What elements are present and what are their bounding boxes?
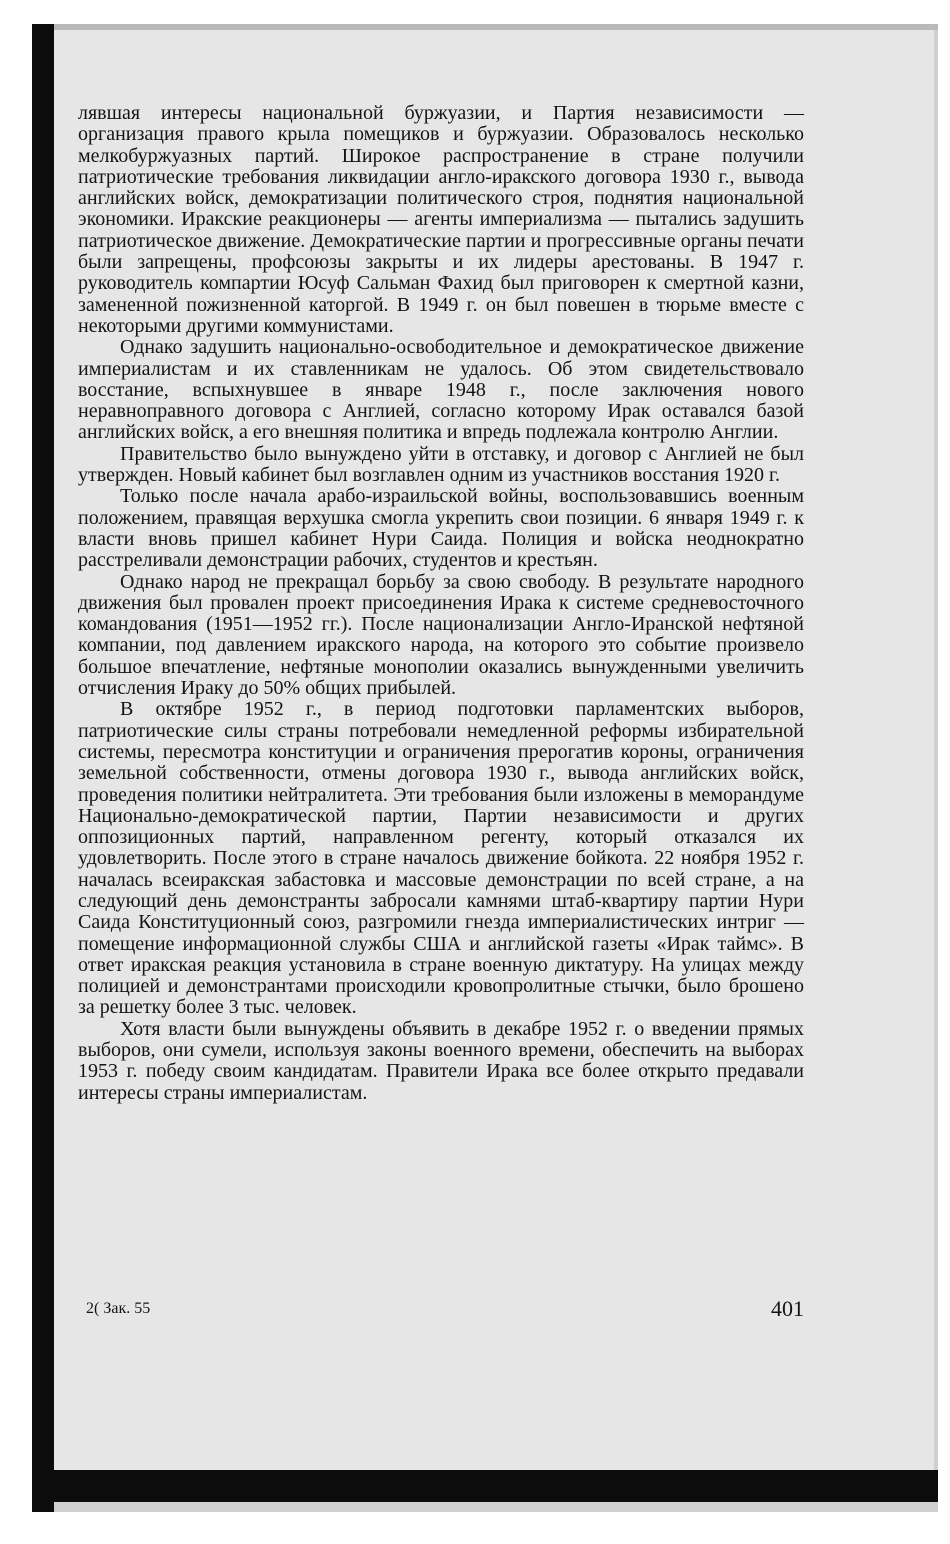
left-binding-shadow (32, 24, 54, 1512)
paragraph-5: Однако народ не прекращал борьбу за свою свободу. В результате народного движения был провален проект присоединения Ирака к системе средневосточного командования (1951—1952 гг.). После национализации Англо-Иранской нефтяной компании, под давлением иракского народа, на которого это событие произвело большое впечатление, нефтяные монополии оказались вынужденными увеличить отчисления Ираку до 50% общих прибылей. (78, 570, 804, 700)
paragraph-1: лявшая интересы национальной буржуазии, и Партия независимости — организация правого крыла помещиков и буржуазии. Образовалось несколько мелкобуржуазных партий. Широкое распространение в стране получили патриотические требования ликвидации англо-иракского договора 1930 г., вывода английских войск, демократизации политического строя, поднятия национальной экономики. Иракские реакционеры — агенты империализма — пытались задушить патриотическое движение. Демократические партии и прогрессивные органы печати были запрещены, профсоюзы закрыты и их лидеры арестованы. В 1947 г. руководитель компартии Юсуф Сальман Фахид был приговорен к смертной казни, замененной пожизненной каторгой. В 1949 г. он был повешен в тюрьме вместе с некоторыми другими коммунистами. (78, 102, 804, 337)
page-footer (78, 1296, 804, 1326)
paragraph-7: Хотя власти были вынуждены объявить в декабре 1952 г. о введении прямых выборов, они сумели, используя законы военного времени, обеспечить на выборах 1953 г. победу своим кандидатам. Правители Ирака все более открыто предавали интересы страны империалистам. (78, 1017, 804, 1104)
top-edge-shadow (54, 24, 938, 30)
paragraph-6: В октябре 1952 г., в период подготовки парламентских выборов, патриотические силы страны потребовали немедленной реформы избирательной системы, пересмотра конституции и ограничения прерогатив короны, ограничения земельной собственности, отмены договора 1930 г., вывода английских войск, проведения политики нейтралитета. Эти требования были изложены в меморандуме Национально-демократической партии, Партии независимости и других оппозиционных партий, направленном регенту, который отказался их удовлетворить. После этого в стране началось движение бойкота. 22 ноября 1952 г. началась всеиракская забастовка и массовые демонстрации по всей стране, а на следующий день демонстранты забросали камнями штаб-квартиру партии Нури Саида Конституционный союз, разгромили гнезда империалистических интриг — помещение информационной службы США и английской газеты «Ирак таймс». В ответ иракская реакция установила в стране военную диктатуру. На улицах между полицией и демонстрантами происходили кровопролитные стычки, было брошено за решетку более 3 тыс. человек. (78, 698, 804, 1019)
paragraph-4: Только после начала арабо-израильской войны, воспользовавшись военным положением, правящая верхушка смогла укрепить свои позиции. 6 января 1949 г. к власти вновь пришел кабинет Нури Саида. Полиция и войска неоднократно расстреливали демонстрации рабочих, студентов и крестьян. (78, 485, 804, 572)
printer-signature: 2( Зак. 55 (86, 1300, 151, 1317)
paragraph-3: Правительство было вынуждено уйти в отставку, и договор с Англией не был утвержден. Новый кабинет был возглавлен одним из участников восстания 1920 г. (78, 442, 804, 487)
bottom-edge-shadow (32, 1470, 938, 1502)
page-number: 401 (771, 1296, 804, 1321)
paragraph-2: Однако задушить национально-освободительное и демократическое движение империалистам и их ставленникам не удалось. Об этом свидетельствовало восстание, вспыхнувшее в январе 1948 г., после заключения нового неравноправного договора с Англией, согласно которому Ирак оставался базой английских войск, а его внешняя политика и впредь подлежала контролю Англии. (78, 336, 804, 444)
main-text (78, 103, 804, 1104)
